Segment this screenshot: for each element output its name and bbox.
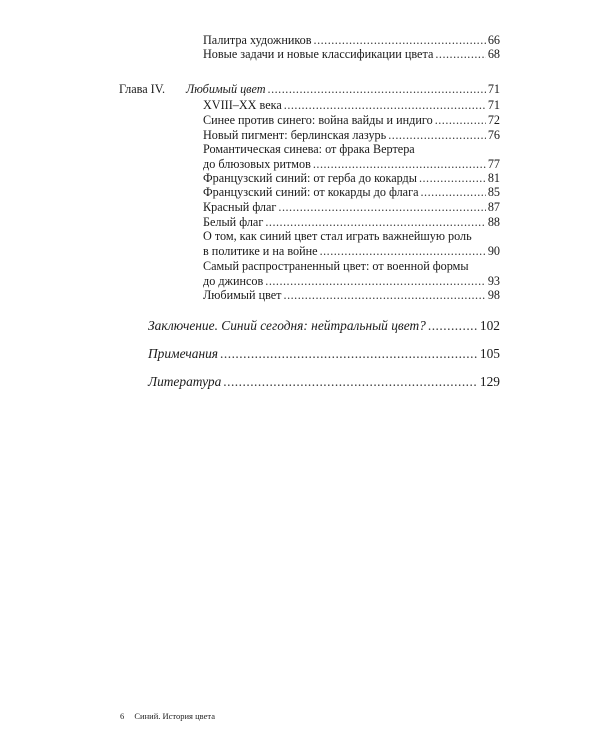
- toc-chapter-title: Любимый цвет ..... 71: [186, 82, 500, 97]
- toc-entry-politics-war: О том, как синий цвет стал играть важнейшую роль в политике и на войне ..... 90: [203, 229, 500, 258]
- toc-entry-white-flag: Белый флаг ..... 88: [203, 215, 500, 230]
- toc-conclusion: Заключение. Синий сегодня: нейтральный цвет? ..... 102: [148, 318, 500, 334]
- toc-entry-palette: Палитра художников ..... 66: [203, 33, 500, 48]
- running-title: Синий. История цвета: [134, 711, 215, 721]
- toc-notes: Примечания ..... 105: [148, 346, 500, 362]
- toc-entry-french-blue-coat: Французский синий: от герба до кокарды ..... 81: [203, 171, 500, 186]
- toc-entry-romantic-blue: Романтическая синева: от фрака Вертера до блюзовых ритмов ..... 77: [203, 142, 500, 171]
- toc-entry-favorite-color: Любимый цвет ..... 98: [203, 288, 500, 303]
- page-footer: [120, 711, 215, 721]
- toc-entry-new-tasks: Новые задачи и новые классификации цвета ..... 68: [203, 47, 500, 62]
- toc-entry-18-20-centuries: XVIII–XX века ..... 71: [203, 98, 500, 113]
- page-number: 6: [120, 711, 125, 721]
- toc-entry-red-flag: Красный флаг ..... 87: [203, 200, 500, 215]
- toc-entry-woad-vs-indigo: Синее против синего: война вайды и индиго ..... 72: [203, 113, 500, 128]
- toc-bibliography: Литература ..... 129: [148, 374, 500, 390]
- chapter-label: Глава IV.: [119, 82, 166, 96]
- toc-entry-jeans: Самый распространенный цвет: от военной формы до джинсов ..... 93: [203, 259, 500, 288]
- toc-entry-prussian-blue: Новый пигмент: берлинская лазурь ..... 76: [203, 128, 500, 143]
- toc-entry-french-blue-flag: Французский синий: от кокарды до флага ..... 85: [203, 185, 500, 200]
